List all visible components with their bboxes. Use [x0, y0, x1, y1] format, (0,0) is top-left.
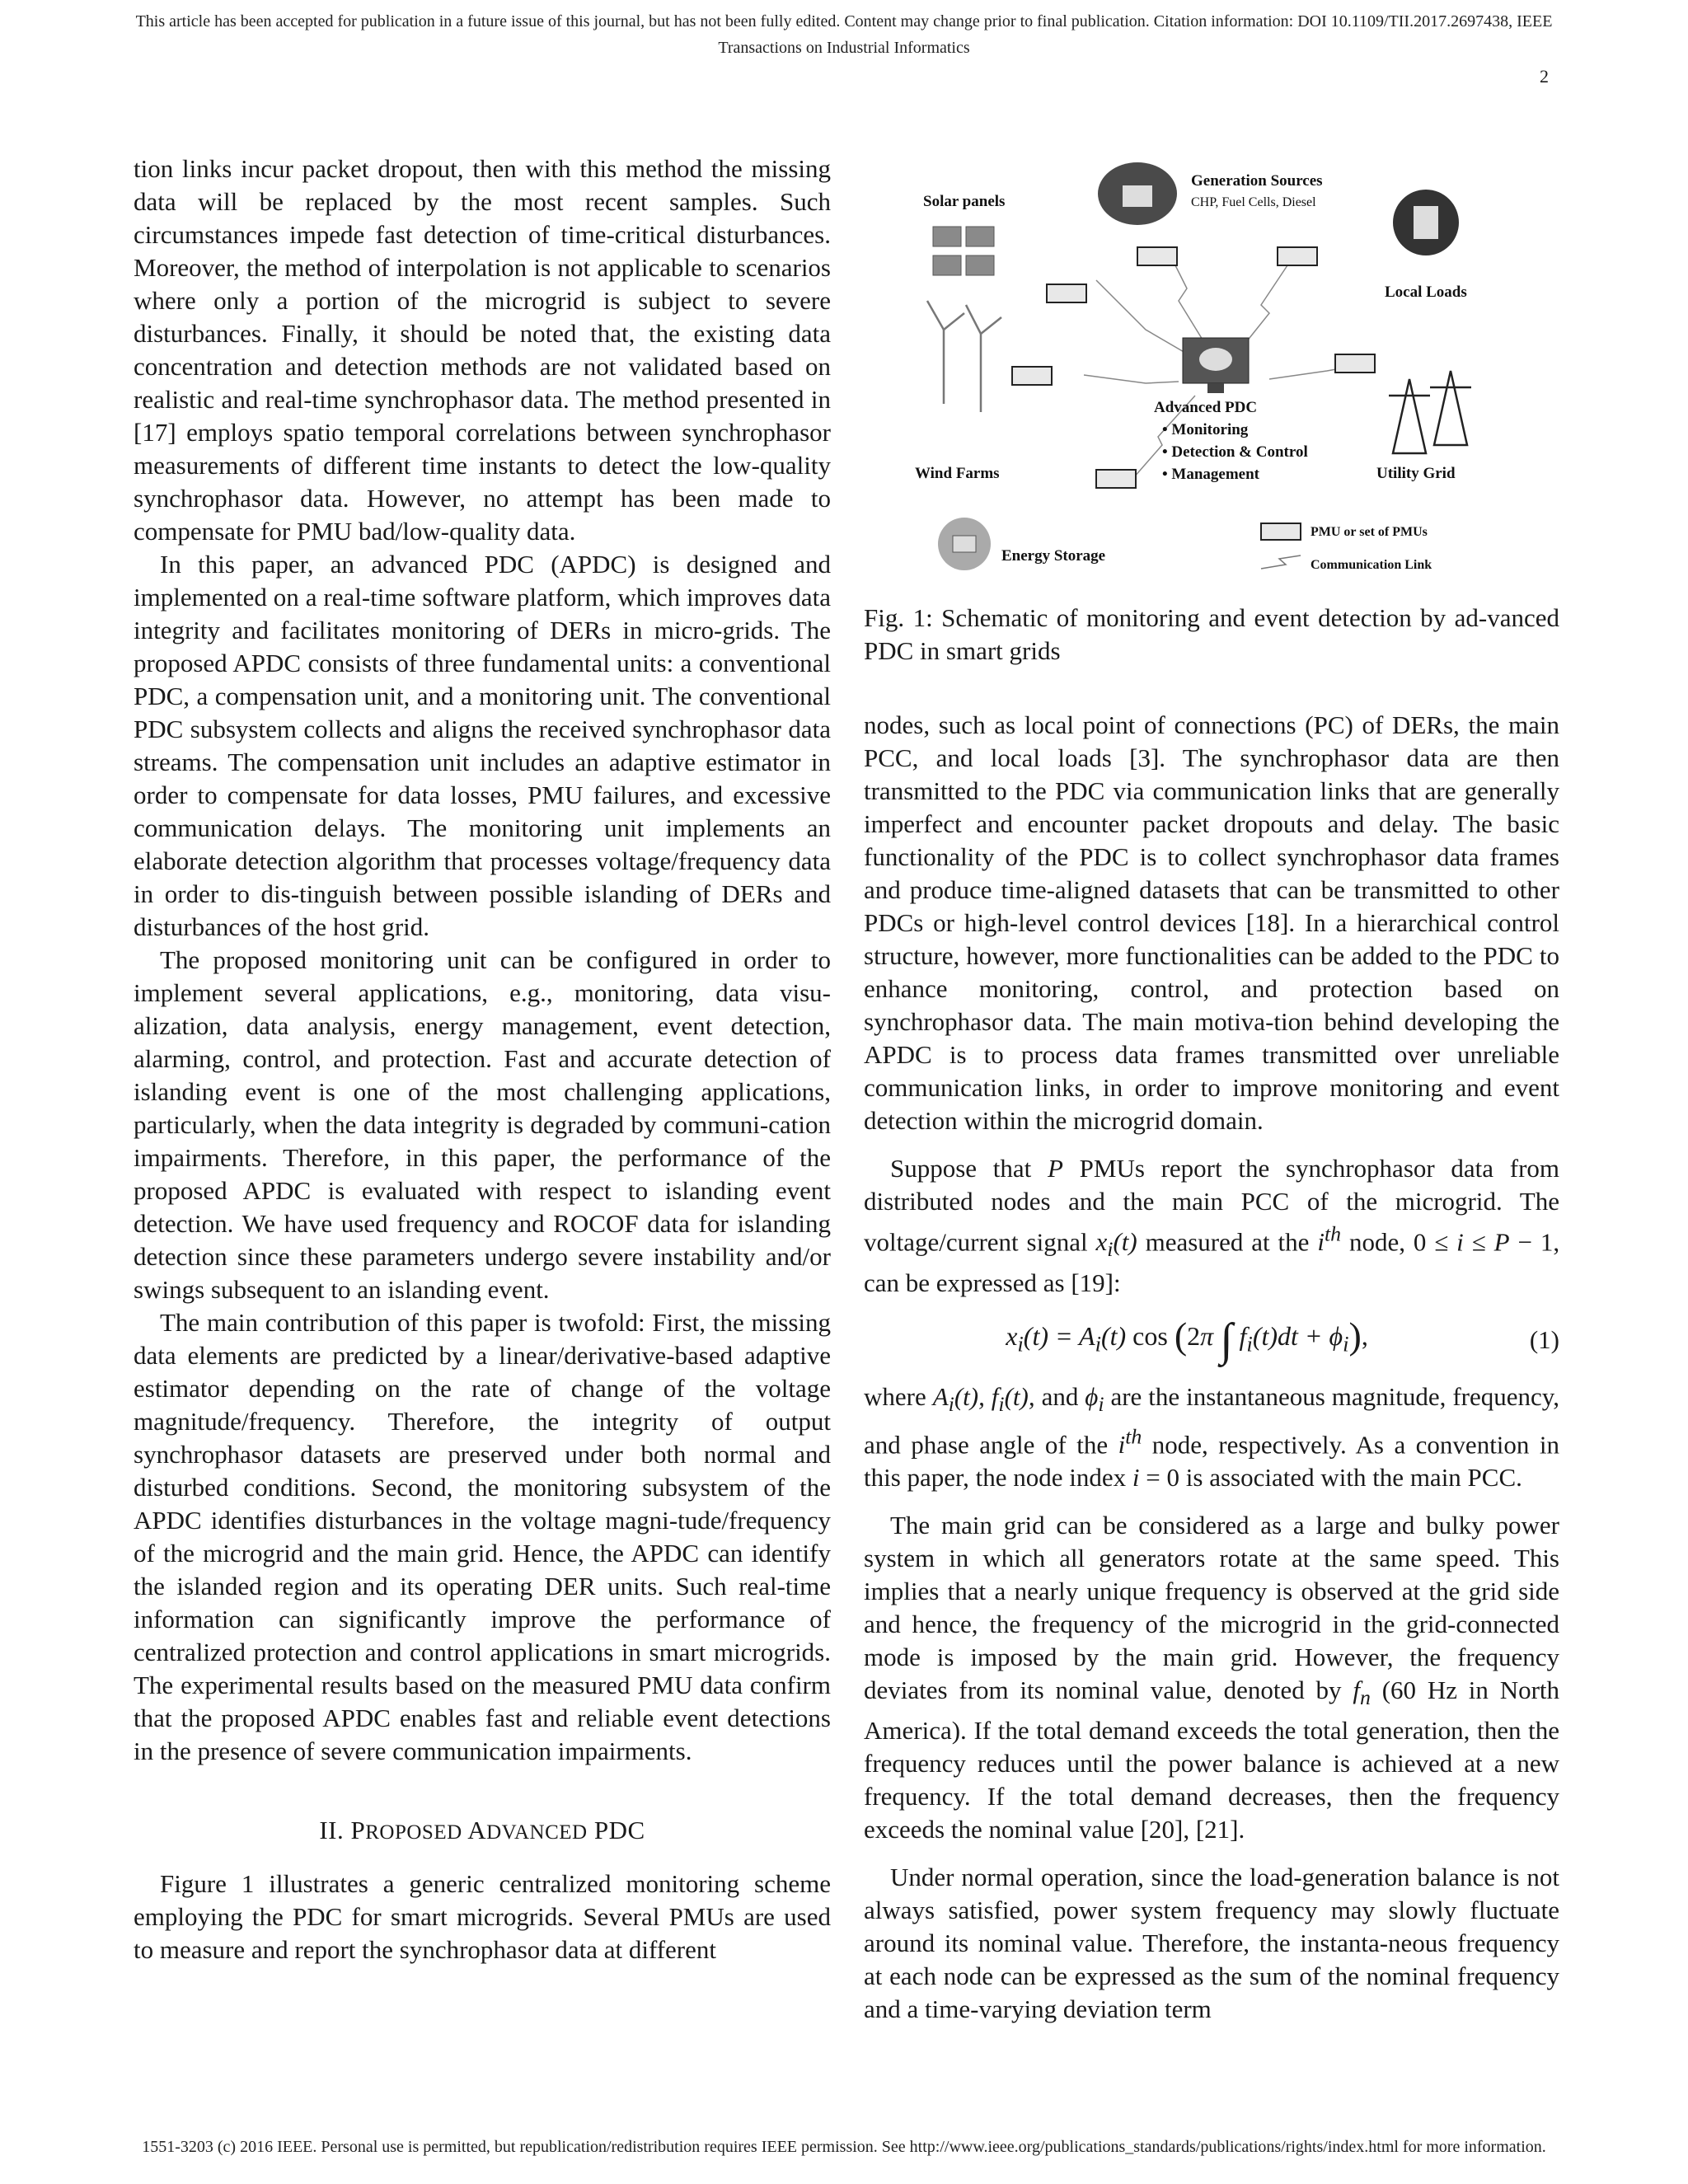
text: (60 Hz in North America). If the total demand exceeds the total generation, then the frequency reduces until the power balance is achieved at a new frequency. If the total demand decreases, then the frequency exceeds the nominal value [20], [21]. — [864, 1675, 1560, 1844]
pmu-icon — [1096, 470, 1136, 488]
left-paragraph-1: tion links incur packet dropout, then with this method the missing data will be replaced by the most recent samples. Such circumstances impede fast detection of time-critical disturbances. Moreover, the method of interpolation is not applicable to scenarios where only a portion of the microgrid is subject to severe disturbances. Finally, it should be noted that, the existing data concentration and detection methods are not validated based on realistic and real-time synchrophasor data. The method presented in [17] employs spatio temporal correlations between synchrophasor measurements of different time instants to detect the low-quality synchrophasor data. However, no attempt has been made to compensate for PMU bad/low-quality data. — [134, 154, 831, 546]
left-paragraph-4: The main contribution of this paper is twofold: First, the missing data elements are predicted by a linear/derivative-based adaptive estimator depending on the rate of change of the voltage magnitude/frequency. Therefore, the integrity of output synchrophasor datasets are preserved under both normal and disturbed conditions. Second, the monitoring subsystem of the APDC identifies disturbances in the voltage magni-tude/frequency of the microgrid and the main grid. Hence, the APDC can identify the islanded region and its operating DER units. Such real-time information can significantly improve the performance of centralized protection and control applications in smart microgrids. The experimental results based on the measured PMU data confirm that the proposed APDC enables fast and reliable event detections in the presence of severe communication impairments. — [134, 1308, 831, 1765]
label-apdc-monitoring: • Monitoring — [1162, 421, 1249, 438]
section-title-initial-p: P — [350, 1816, 366, 1844]
comm-link — [1084, 375, 1179, 383]
section-title-initial-a: A — [467, 1816, 487, 1844]
figure-1-schematic — [898, 148, 1492, 593]
section-numeral: II. — [319, 1816, 345, 1844]
right-column — [864, 709, 1559, 2026]
header-notice-line2: Transactions on Industrial Informatics — [718, 39, 970, 57]
label-apdc-detection: • Detection & Control — [1162, 443, 1308, 461]
pmu-icon — [1012, 367, 1052, 385]
math-p: P — [1047, 1154, 1063, 1183]
section-title-smallcaps-2: DVANCED — [486, 1821, 588, 1844]
text: − 1, can be expressed as [19]: — [864, 1227, 1560, 1297]
label-utility-grid: Utility Grid — [1376, 465, 1456, 482]
right-paragraph-1: nodes, such as local point of connections (PC) of DERs, the main PCC, and local loads [3]. The synchrophasor data are then transmitted to the PDC via communication links that are generally imperfect and encounter packet dropouts and delay. The basic functionality of the PDC is to collect synchrophasor data frames and produce time-aligned datasets that can be transmitted to other PDCs or high-level control devices [18]. In a hierarchical control structure, however, more functionalities can be added to the PDC to enhance monitoring, control, and protection based on synchrophasor data. The main motiva-tion behind developing the APDC is to process data frames transmitted over unreliable communication links, in order to improve monitoring and event detection within the microgrid domain. — [864, 710, 1559, 1135]
section-heading — [134, 1814, 831, 1849]
x: x — [1095, 1227, 1108, 1257]
math-i-th: $i^{th}$ — [1317, 1222, 1342, 1257]
solar-panels-icon — [933, 227, 994, 275]
text: PMUs report the synchrophasor data from distributed nodes and the main PCC of the microgrid. The voltage/current signal — [864, 1154, 1560, 1257]
left-paragraph-3: The proposed monitoring unit can be configured in order to implement several applications, e.g., monitoring, data visu-alization, data analysis, energy management, event detection, alarming, control, and protection. Fast and accurate detection of islanding event is one of the most challenging applications, particularly, when the data integrity is degraded by communi-cation impairments. Therefore, in this paper, the performance of the proposed APDC is evaluated with respect to islanding event detection. We have used frequency and ROCOF data for islanding detection since these parameters undergo severe instability and/or swings subsequent to an islanding event. — [134, 945, 831, 1304]
header-notice-line1: This article has been accepted for publication in a future issue of this journal, but has not been fully edited. Content may change prior to final publication. Citation information: DOI 10.1109/TII.2017.2697438, IEEE — [135, 12, 1553, 30]
text: Suppose that — [890, 1154, 1032, 1183]
right-paragraph-4 — [864, 1509, 1559, 1846]
left-paragraph-2: In this paper, an advanced PDC (APDC) is designed and implemented on a real-time software platform, which improves data integrity and facilitates monitoring of DERs in micro-grids. The proposed APDC consists of three fundamental units: a conventional PDC, a compensation unit, and a monitoring unit. The conventional PDC subsystem collects and aligns the received synchrophasor data streams. The compensation unit includes an adaptive estimator in order to compensate for data losses, PMU failures, and excessive communication delays. The monitoring unit implements an elaborate detection algorithm that processes voltage/frequency data in order to dis-tinguish between possible islanding of DERs and disturbances of the host grid. — [134, 550, 831, 941]
equation-1 — [864, 1311, 1559, 1369]
right-paragraph-5: Under normal operation, since the load-generation balance is not always satisfied, power system frequency may slowly fluctuate around its nominal value. Therefore, the instanta-neous frequency at each node can be expressed as the sum of the nominal frequency and a time-varying deviation term — [864, 1863, 1559, 2024]
text: where — [864, 1381, 926, 1411]
math-ai-t: $A_i(t)$, — [932, 1381, 985, 1416]
label-generation-sources: Generation Sources — [1191, 172, 1323, 190]
text: measured at the — [1145, 1227, 1310, 1257]
text: ≤ — [1471, 1227, 1486, 1257]
math-i: i — [1456, 1227, 1464, 1257]
text: and — [1041, 1381, 1079, 1411]
math-p2: P — [1493, 1227, 1510, 1257]
math-i-2: i — [1132, 1463, 1140, 1493]
math-xi-t: $x_i(t)$ — [1095, 1227, 1137, 1262]
legend-pmu-icon — [1261, 523, 1301, 540]
copyright-footer: 1551-3203 (c) 2016 IEEE. Personal use is permitted, but republication/redistribution requires IEEE permission. See http://www.ieee.org/publications_standards/publications/rights/index.html for more information. — [142, 2138, 1546, 2156]
label-local-loads: Local Loads — [1385, 284, 1467, 301]
text: node, 0 ≤ — [1348, 1227, 1449, 1257]
label-wind-farms: Wind Farms — [915, 465, 1000, 482]
right-paragraph-2 — [864, 1152, 1559, 1300]
pmu-icon — [1335, 354, 1375, 373]
energy-storage-icon — [938, 518, 991, 570]
math-phi-i: $\phi_i$ — [1085, 1381, 1104, 1416]
wind-farms-icon — [927, 301, 1001, 412]
comm-link — [1096, 280, 1195, 359]
label-advanced-pdc: Advanced PDC — [1154, 399, 1258, 416]
math-fn: $f_n$ — [1353, 1675, 1371, 1710]
pmu-icon — [1278, 247, 1317, 265]
label-generation-sub: CHP, Fuel Cells, Diesel — [1191, 195, 1316, 209]
section-title-pdc: PDC — [593, 1816, 645, 1844]
section-title-smallcaps-1: ROPOSED — [365, 1821, 462, 1844]
left-column — [134, 152, 831, 1966]
text: = 0 is associated with the main PCC. — [1146, 1463, 1522, 1493]
right-paragraph-3 — [864, 1380, 1559, 1495]
utility-grid-icon — [1389, 371, 1471, 453]
text: are the instantaneous magnitude, frequency, and phase angle of the — [864, 1381, 1560, 1460]
page-number: 2 — [1540, 66, 1549, 87]
legend-pmu: PMU or set of PMUs — [1311, 525, 1428, 539]
pmu-icon — [1137, 247, 1177, 265]
math-fi-t: $f_i(t)$, — [991, 1381, 1035, 1416]
label-apdc-management: • Management — [1162, 466, 1259, 483]
label-energy-storage: Energy Storage — [1001, 547, 1106, 565]
label-solar-panels: Solar panels — [923, 193, 1006, 210]
legend-link-icon — [1261, 555, 1301, 569]
local-loads-icon — [1393, 190, 1459, 255]
pmu-icon — [1047, 284, 1086, 302]
journal-header — [0, 8, 1688, 61]
generation-sources-icon — [1098, 162, 1177, 225]
equation-1-number: (1) — [1529, 1324, 1559, 1354]
text: The main grid can be considered as a large and bulky power system in which all generators rotate at the same speed. This implies that a nearly unique frequency is observed at the grid side and hence, the frequency of the microgrid in the grid-connected mode is imposed by the main grid. However, the frequency deviates from its nominal value, denoted by — [864, 1511, 1559, 1705]
left-paragraph-5: Figure 1 illustrates a generic centralized monitoring scheme employing the PDC for smart microgrids. Several PMUs are used to measure and report the synchrophasor data at different — [134, 1869, 831, 1964]
equation-1-body: $x_i(t) = A_i(t)$ cos (2π ∫ $f_i(t)dt + \phi_i$), — [1006, 1314, 1368, 1366]
advanced-pdc-icon — [1183, 338, 1249, 393]
legend-link: Communication Link — [1311, 558, 1432, 572]
figure-1-caption: Fig. 1: Schematic of monitoring and event detection by ad-vanced PDC in smart grids — [864, 603, 1559, 665]
text: node, respectively. As a convention in this paper, the node index — [864, 1430, 1560, 1493]
math-i-th-2: $i^{th}$ — [1118, 1424, 1142, 1460]
